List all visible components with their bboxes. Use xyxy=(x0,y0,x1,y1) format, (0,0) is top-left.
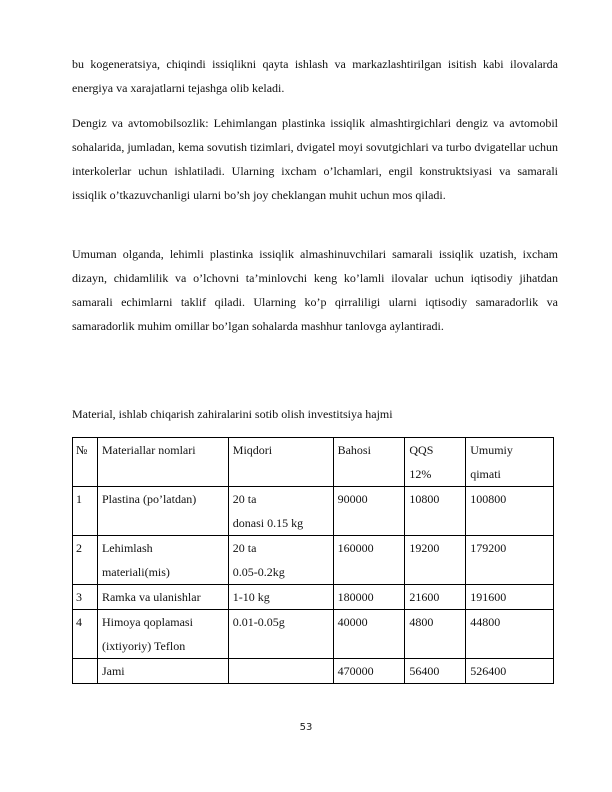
cell-price: 180000 xyxy=(333,585,405,610)
cell-price: 160000 xyxy=(333,536,405,585)
table-row xyxy=(73,610,554,659)
cell-quantity: 20 ta donasi 0.15 kg xyxy=(228,487,333,536)
cell-total-value: 44800 xyxy=(466,610,554,659)
cell-price: 40000 xyxy=(333,610,405,659)
cell-total-value: 179200 xyxy=(466,536,554,585)
table-total-row xyxy=(73,659,554,684)
cell-number: 3 xyxy=(73,585,98,610)
cell-total-label: Jami xyxy=(97,659,228,684)
table-row xyxy=(73,536,554,585)
investment-table xyxy=(72,437,554,684)
cell-price: 90000 xyxy=(333,487,405,536)
header-vat: QQS 12% xyxy=(405,438,466,487)
cell-material-name: Lehimlash materiali(mis) xyxy=(97,536,228,585)
cell-vat: 19200 xyxy=(405,536,466,585)
cell-number: 2 xyxy=(73,536,98,585)
page-number: 53 xyxy=(299,722,313,733)
cell-material-name: Ramka va ulanishlar xyxy=(97,585,228,610)
paragraph-1: bu kogeneratsiya, chiqindi issiqlikni qayta ishlash va markazlashtirilgan isitish kabi ilovalarda energiya va xarajatlarni tejashga olib keladi. xyxy=(72,57,558,95)
cell-number: 1 xyxy=(73,487,98,536)
header-material-name: Materiallar nomlari xyxy=(97,438,228,487)
cell-total-value: 100800 xyxy=(466,487,554,536)
paragraph-2: Dengiz va avtomobilsozlik: Lehimlangan plastinka issiqlik almashtirgichlari dengiz va avtomobil sohalarida, jumladan, kema sovutish tizimlari, dvigatel moyi sovutgichlari va turbo dvigatellar uchun interkolerlar uchun ishlatiladi. Ularning ixcham o’lchamlari, engil konstruktsiyasi va samarali issiqlik o’tkazuvchanligi ularni bo’sh joy cheklangan muhit uchun mos qiladi. xyxy=(72,116,558,202)
header-price: Bahosi xyxy=(333,438,405,487)
cell-quantity xyxy=(228,659,333,684)
table-row xyxy=(73,487,554,536)
cell-number: 4 xyxy=(73,610,98,659)
cell-quantity: 20 ta 0.05-0.2kg xyxy=(228,536,333,585)
table-title: Material, ishlab chiqarish zahiralarini sotib olish investitsiya hajmi xyxy=(72,407,393,421)
cell-vat: 4800 xyxy=(405,610,466,659)
table-row xyxy=(73,585,554,610)
table-header-row xyxy=(73,438,554,487)
cell-grand-total: 526400 xyxy=(466,659,554,684)
header-number: № xyxy=(73,438,98,487)
header-total-value: Umumiy qimati xyxy=(466,438,554,487)
cell-number xyxy=(73,659,98,684)
cell-total-value: 191600 xyxy=(466,585,554,610)
cell-vat-total: 56400 xyxy=(405,659,466,684)
cell-vat: 10800 xyxy=(405,487,466,536)
paragraph-3: Umuman olganda, lehimli plastinka issiqlik almashinuvchilari samarali issiqlik uzatish, ixcham dizayn, chidamlilik va o’lchovni ta’minlovchi keng ko’lamli ilovalar uchun iqtisodiy jihatdan samarali echimlarni taklif qiladi. Ularning ko’p qirraliligi ularni iqtisodiy samaradorlik va samaradorlik muhim omillar bo’lgan sohalarda mashhur tanlovga aylantiradi. xyxy=(72,247,558,333)
cell-price-total: 470000 xyxy=(333,659,405,684)
cell-vat: 21600 xyxy=(405,585,466,610)
header-quantity: Miqdori xyxy=(228,438,333,487)
cell-quantity: 1-10 kg xyxy=(228,585,333,610)
cell-material-name: Himoya qoplamasi (ixtiyoriy) Teflon xyxy=(97,610,228,659)
cell-quantity: 0.01-0.05g xyxy=(228,610,333,659)
cell-material-name: Plastina (po’latdan) xyxy=(97,487,228,536)
